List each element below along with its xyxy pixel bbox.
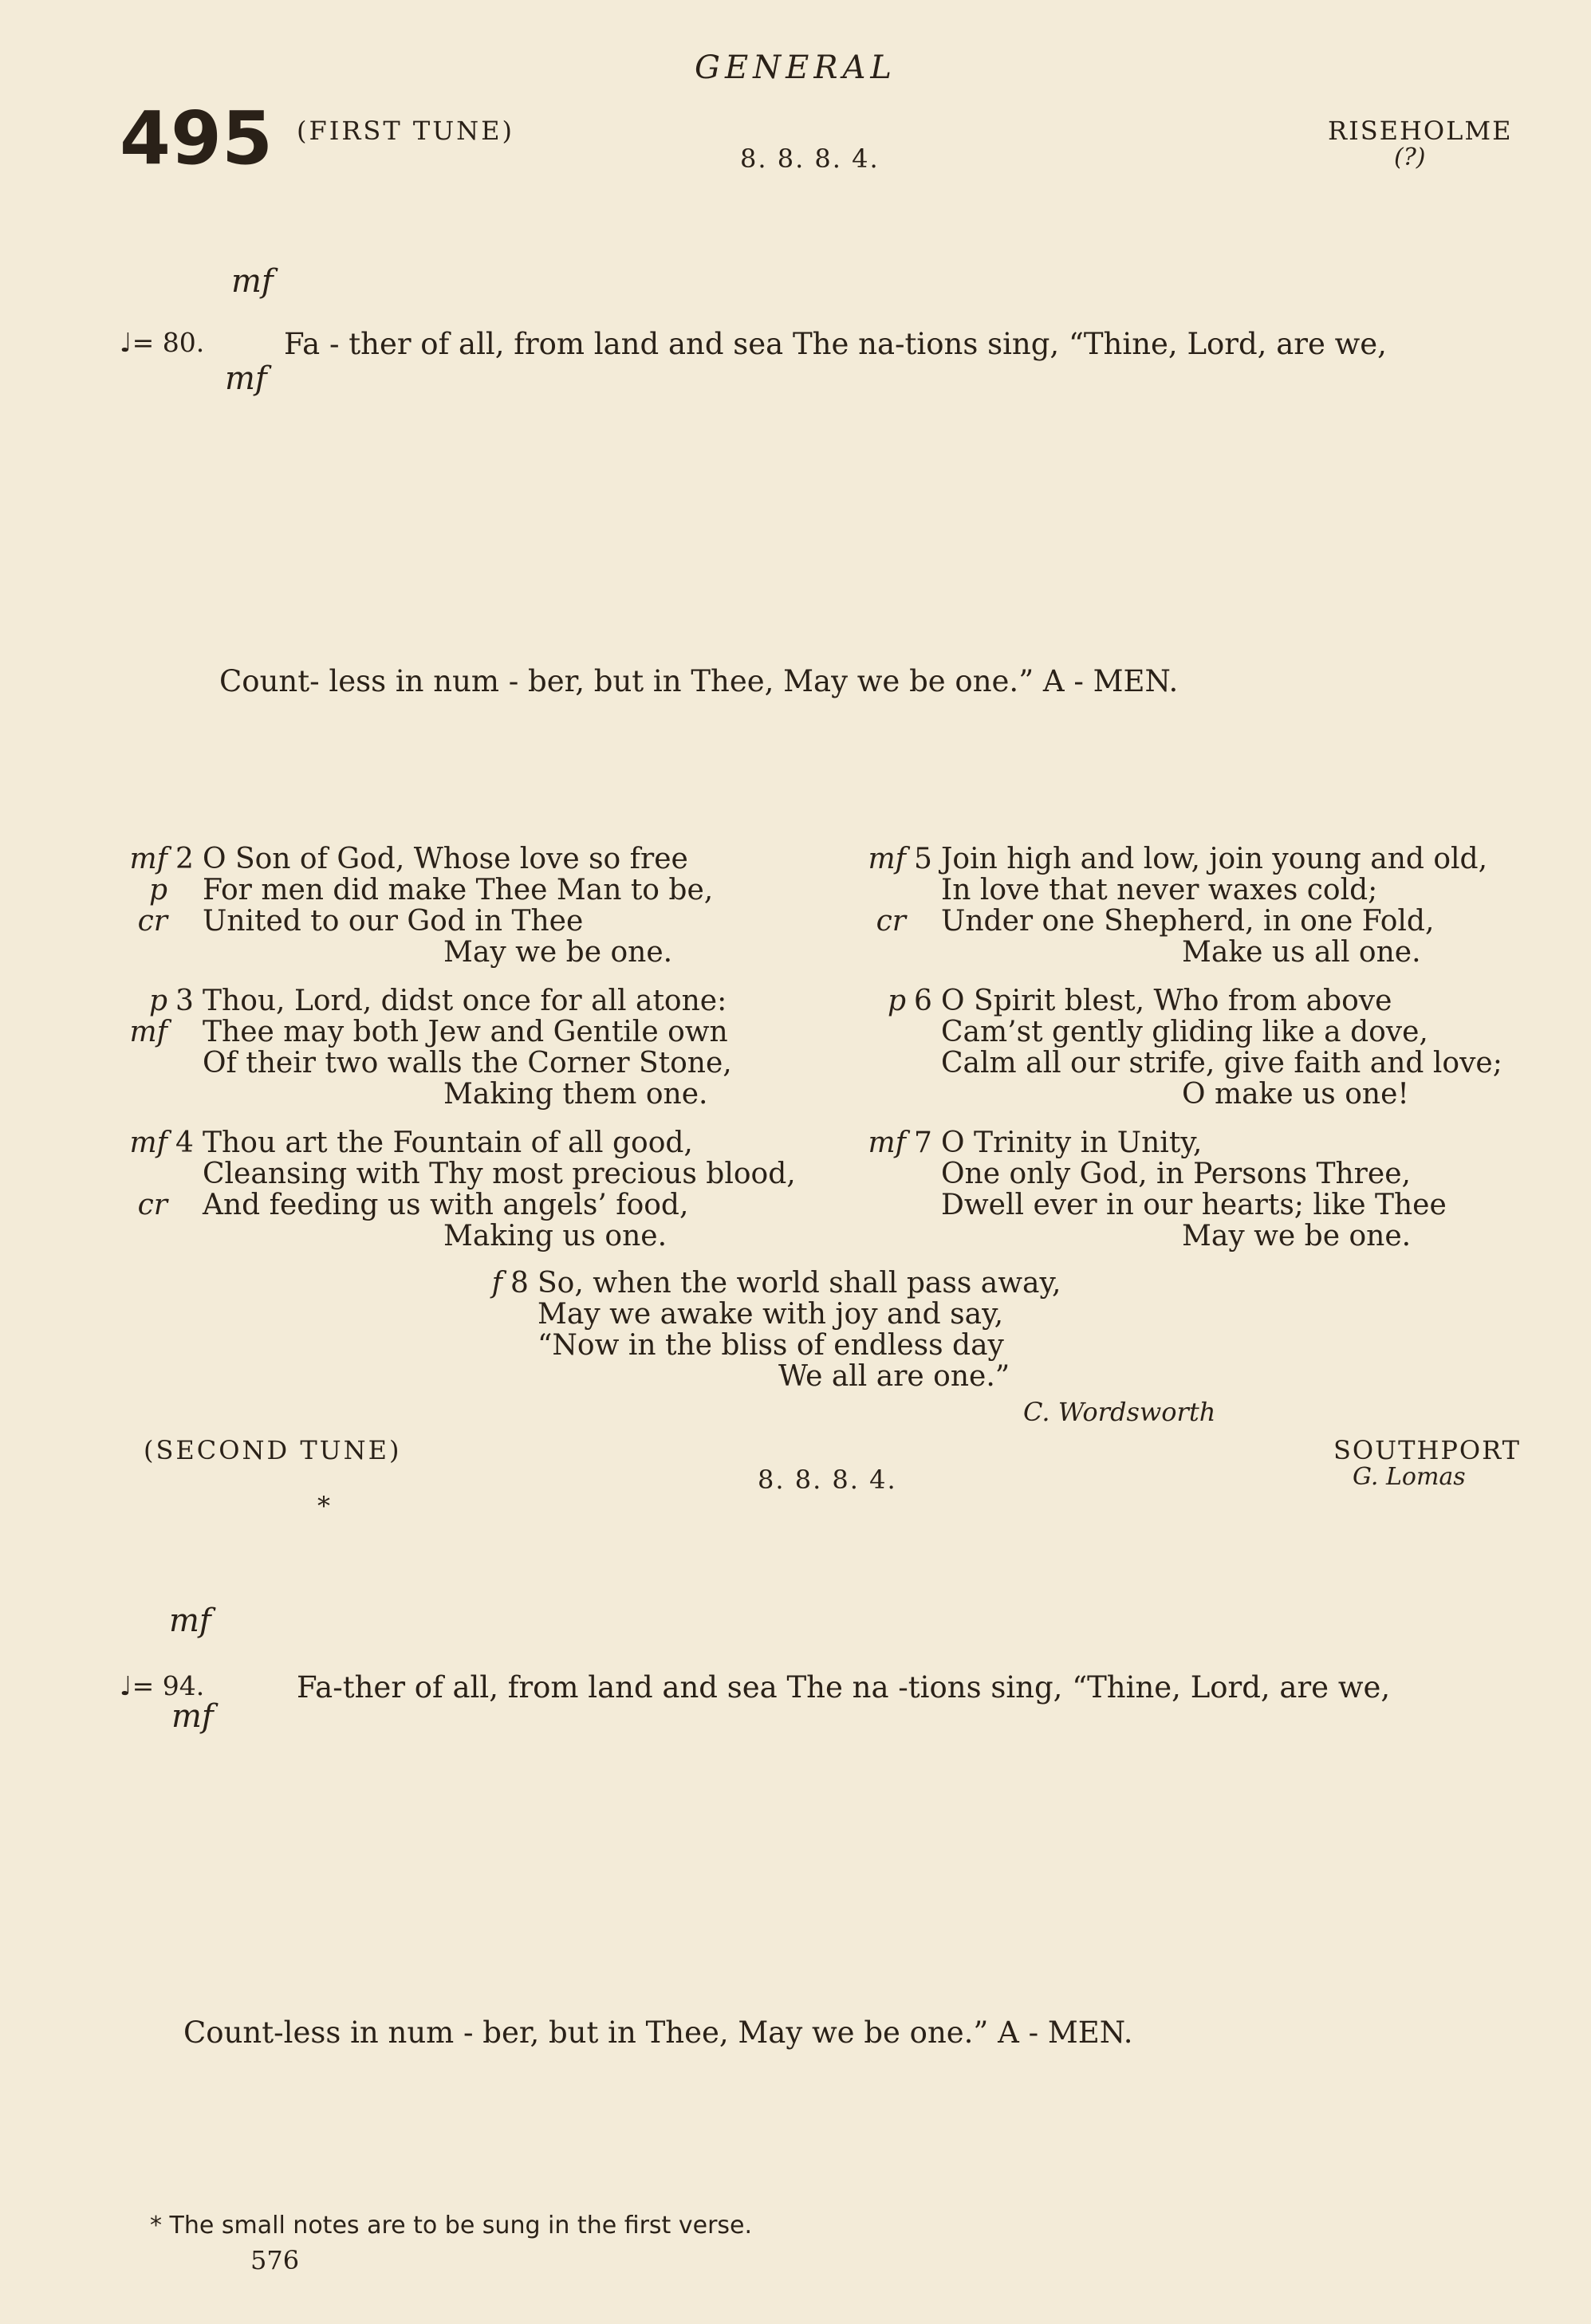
verse-number: 4 — [175, 1127, 194, 1159]
verse-text: May we be one. — [1182, 1220, 1412, 1252]
verse-line — [423, 1268, 1061, 1299]
verse-line — [826, 1048, 1502, 1079]
verse-text: Dwell ever in our hearts; like Thee — [941, 1189, 1447, 1221]
verse-number — [914, 937, 935, 968]
verse-line — [88, 843, 796, 875]
dynamic-mark: mf — [129, 843, 167, 875]
verse-line — [826, 843, 1502, 875]
verse-number — [175, 1017, 196, 1048]
stanza — [826, 843, 1502, 968]
first-tune-tempo: ♩= 80. — [120, 327, 205, 358]
verse-number — [914, 1221, 935, 1252]
second-tune-dynamic: mf — [169, 1602, 211, 1639]
verse-author: C. Wordsworth — [1023, 1397, 1216, 1427]
verse-number — [175, 1221, 196, 1252]
verse-final — [423, 1268, 1061, 1410]
dynamic-mark — [826, 937, 914, 968]
verse-text: Making us one. — [443, 1220, 668, 1252]
stanza — [88, 985, 796, 1110]
stanza — [826, 985, 1502, 1110]
verse-text: Cleansing with Thy most precious blood, — [203, 1158, 796, 1190]
verses-right-column — [826, 843, 1502, 1269]
verse-line — [88, 1127, 796, 1158]
verse-line — [88, 1158, 796, 1190]
second-tune-lyrics-line1: Fa-ther of all, from land and sea The na -tions sing, “Thine, Lord, are we, — [297, 1670, 1391, 1705]
stanza — [423, 1268, 1061, 1392]
dynamic-mark: f — [491, 1267, 502, 1300]
verses-left-column — [88, 843, 796, 1269]
verse-text: Thou, Lord, didst once for all atone: — [203, 985, 727, 1017]
dynamic-mark — [826, 1079, 914, 1110]
dynamic-mark — [423, 1330, 510, 1361]
dynamic-mark — [826, 1048, 914, 1079]
hymn-number: 495 — [120, 96, 274, 181]
dynamic-mark: cr — [137, 905, 167, 938]
dynamic-mark: mf — [868, 843, 906, 875]
first-tune-lyrics-line2: Count- less in num - ber, but in Thee, May we be one.” A - MEN. — [219, 664, 1179, 698]
verse-text: We all are one.” — [778, 1360, 1010, 1393]
verse-line — [88, 1190, 796, 1221]
small-notes-asterisk: * — [317, 1491, 330, 1521]
verse-line — [423, 1330, 1061, 1361]
quarter-note-icon: ♩ — [120, 327, 132, 358]
verse-number — [175, 1158, 196, 1190]
stanza — [88, 1127, 796, 1252]
verse-text: O Spirit blest, Who from above — [941, 985, 1392, 1017]
second-tune-meter: 8. 8. 8. 4. — [758, 1465, 897, 1495]
dynamic-mark: mf — [129, 1127, 167, 1159]
quarter-note-icon: ♩ — [120, 1670, 132, 1701]
first-tune-meter: 8. 8. 8. 4. — [740, 144, 880, 174]
verse-text: Make us all one. — [1182, 936, 1421, 969]
stanza — [88, 843, 796, 968]
verse-number: 5 — [914, 843, 932, 875]
second-tune-name: SOUTHPORT — [1333, 1435, 1522, 1465]
dynamic-mark: p — [148, 874, 167, 906]
verse-number: 2 — [175, 843, 194, 875]
dynamic-mark — [423, 1361, 510, 1392]
verse-line — [423, 1361, 1061, 1392]
verse-line — [423, 1299, 1061, 1330]
second-tune-tempo: ♩= 94. — [120, 1670, 205, 1701]
dynamic-mark: p — [148, 985, 167, 1017]
verse-text: Thou art the Fountain of all good, — [203, 1127, 693, 1159]
verse-number — [175, 875, 196, 906]
dynamic-mark — [826, 875, 914, 906]
dynamic-mark: p — [887, 985, 906, 1017]
footnote: * The small notes are to be sung in the first verse. — [150, 2212, 753, 2239]
verse-text: “Now in the bliss of endless day — [538, 1329, 1004, 1362]
verse-line — [88, 1017, 796, 1048]
dynamic-mark — [826, 1017, 914, 1048]
verse-line — [826, 1221, 1502, 1252]
first-tune-dynamic: mf — [231, 263, 274, 300]
verse-text: Of their two walls the Corner Stone, — [203, 1047, 732, 1079]
verse-line — [826, 1190, 1502, 1221]
verse-text: O Trinity in Unity, — [941, 1127, 1203, 1159]
verse-line — [88, 1048, 796, 1079]
verse-text: United to our God in Thee — [203, 905, 584, 938]
verse-number — [914, 906, 935, 937]
verse-line — [826, 1127, 1502, 1158]
second-tune-bass-dynamic: mf — [171, 1698, 214, 1735]
first-tune-bass-dynamic: mf — [225, 360, 267, 397]
verse-line — [826, 906, 1502, 937]
verse-number: 8 — [510, 1267, 529, 1300]
first-tune-name: RISEHOLME — [1328, 116, 1513, 146]
dynamic-mark: mf — [129, 1016, 167, 1048]
verse-text: O make us one! — [1182, 1078, 1409, 1111]
dynamic-mark — [826, 1190, 914, 1221]
first-tune-lyrics-line1: Fa - ther of all, from land and sea The na-tions sing, “Thine, Lord, are we, — [284, 327, 1387, 361]
dynamic-mark — [88, 1048, 175, 1079]
verse-line — [826, 937, 1502, 968]
stanza — [826, 1127, 1502, 1252]
verse-number — [914, 1079, 935, 1110]
dynamic-mark — [88, 937, 175, 968]
verse-number — [175, 1048, 196, 1079]
verse-line — [826, 985, 1502, 1017]
verse-line — [88, 1079, 796, 1110]
verse-text: Cam’st gently gliding like a dove, — [941, 1016, 1428, 1048]
verse-number: 6 — [914, 985, 932, 1017]
verse-number — [914, 1190, 935, 1221]
verse-line — [826, 1017, 1502, 1048]
page-number: 576 — [250, 2245, 300, 2275]
dynamic-mark — [423, 1299, 510, 1330]
first-tune-label: (FIRST TUNE) — [297, 116, 515, 146]
verse-number — [175, 1079, 196, 1110]
section-title: GENERAL — [695, 49, 896, 86]
verse-number: 3 — [175, 985, 194, 1017]
verse-number: 7 — [914, 1127, 932, 1159]
dynamic-mark — [88, 1079, 175, 1110]
first-tune-composer: (?) — [1394, 144, 1426, 171]
verse-text: Thee may both Jew and Gentile own — [203, 1016, 728, 1048]
verse-text: So, when the world shall pass away, — [538, 1267, 1061, 1300]
verse-number — [175, 906, 196, 937]
dynamic-mark — [88, 1158, 175, 1190]
dynamic-mark — [826, 1221, 914, 1252]
verse-line — [88, 1221, 796, 1252]
verse-number — [175, 937, 196, 968]
verse-line — [88, 985, 796, 1017]
second-tune-composer: G. Lomas — [1353, 1463, 1466, 1491]
verse-text: Join high and low, join young and old, — [941, 843, 1488, 875]
verse-text: And feeding us with angels’ food, — [203, 1189, 689, 1221]
verse-line — [88, 937, 796, 968]
verse-text: O Son of God, Whose love so free — [203, 843, 688, 875]
verse-line — [88, 875, 796, 906]
verse-number — [914, 875, 935, 906]
second-tune-label: (SECOND TUNE) — [144, 1435, 402, 1465]
dynamic-mark — [88, 1221, 175, 1252]
verse-number — [914, 1017, 935, 1048]
verse-number — [510, 1330, 531, 1361]
verse-text: May we be one. — [443, 936, 673, 969]
verse-text: Under one Shepherd, in one Fold, — [941, 905, 1435, 938]
verse-text: Calm all our strife, give faith and love; — [941, 1047, 1502, 1079]
verse-line — [826, 875, 1502, 906]
verse-number — [175, 1190, 196, 1221]
second-tune-lyrics-line2: Count-less in num - ber, but in Thee, May we be one.” A - MEN. — [183, 2015, 1133, 2050]
verse-number — [914, 1158, 935, 1190]
verse-text: In love that never waxes cold; — [941, 874, 1378, 906]
dynamic-mark: cr — [876, 905, 906, 938]
verse-number — [914, 1048, 935, 1079]
verse-text: May we awake with joy and say, — [538, 1298, 1004, 1331]
verse-text: For men did make Thee Man to be, — [203, 874, 714, 906]
verse-text: One only God, in Persons Three, — [941, 1158, 1411, 1190]
dynamic-mark — [826, 1158, 914, 1190]
verse-line — [88, 906, 796, 937]
verse-text: Making them one. — [443, 1078, 708, 1111]
verse-number — [510, 1299, 531, 1330]
verse-line — [826, 1079, 1502, 1110]
verse-line — [826, 1158, 1502, 1190]
verse-number — [510, 1361, 531, 1392]
dynamic-mark: cr — [137, 1189, 167, 1221]
dynamic-mark: mf — [868, 1127, 906, 1159]
